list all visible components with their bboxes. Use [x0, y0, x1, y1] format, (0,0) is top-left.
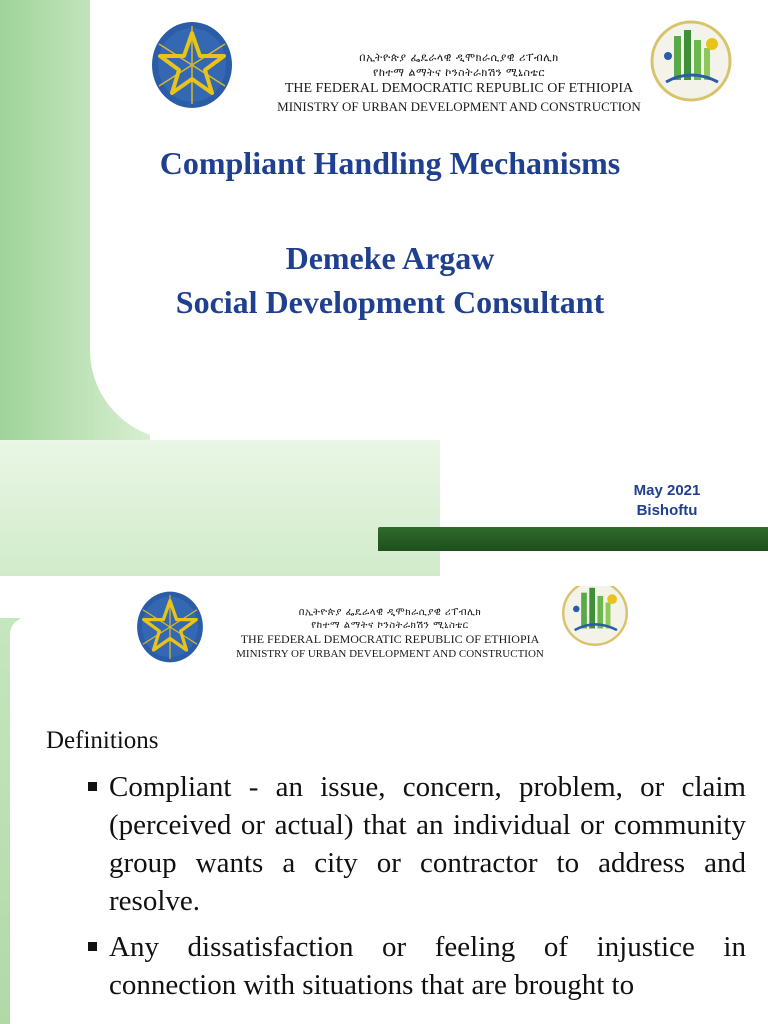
definitions-list: [88, 768, 746, 1012]
amharic-ministry-line: የከተማ ልማትና ኮንስትራክሽን ሚኒስቴር: [373, 66, 545, 79]
presentation-date: May 2021: [633, 482, 701, 499]
list-item: Any dissatisfaction or feeling of injustice in connection with situations that are brought to: [88, 928, 746, 1004]
ethiopia-emblem-icon: [150, 20, 234, 110]
amharic-ministry-line: የከተማ ልማትና ኮንስትራክሽን ሚኒስቴር: [311, 620, 469, 631]
ministry-logo-icon: [648, 18, 734, 104]
presentation-date-location: [612, 481, 722, 521]
slide-1-header-text: [236, 50, 682, 115]
ministry-name: MINISTRY OF URBAN DEVELOPMENT AND CONSTRUCTION: [277, 99, 641, 114]
ministry-name: MINISTRY OF URBAN DEVELOPMENT AND CONSTRUCTION: [236, 648, 544, 660]
presentation-location: Bishoftu: [636, 502, 698, 519]
republic-name: THE FEDERAL DEMOCRATIC REPUBLIC OF ETHIOPIA: [240, 632, 540, 646]
list-item: Compliant - an issue, concern, problem, or claim (perceived or actual) that an individual or community group wants a city or contractor to address and resolve.: [88, 768, 746, 920]
presenter-name: Demeke Argaw: [285, 240, 495, 276]
ethiopia-emblem-icon: [134, 590, 206, 664]
ministry-logo-icon: [560, 586, 630, 648]
amharic-republic-line: በኢትዮጵያ ፌዴራላዊ ዲሞክራሲያዊ ሪፐብሊክ: [298, 607, 482, 618]
slide-2: [0, 586, 768, 1024]
presenter-role: Social Development Consultant: [175, 284, 605, 320]
slide-1-green-bar: [378, 527, 768, 551]
definitions-heading: Definitions: [46, 727, 159, 754]
amharic-republic-line: በኢትዮጵያ ፌዴራላዊ ዲሞክራሲያዊ ሪፐብሊክ: [359, 51, 559, 64]
republic-name: THE FEDERAL DEMOCRATIC REPUBLIC OF ETHIOPIA: [284, 81, 634, 96]
presentation-title: Compliant Handling Mechanisms: [159, 145, 621, 181]
slide-2-header-text: [204, 606, 576, 661]
